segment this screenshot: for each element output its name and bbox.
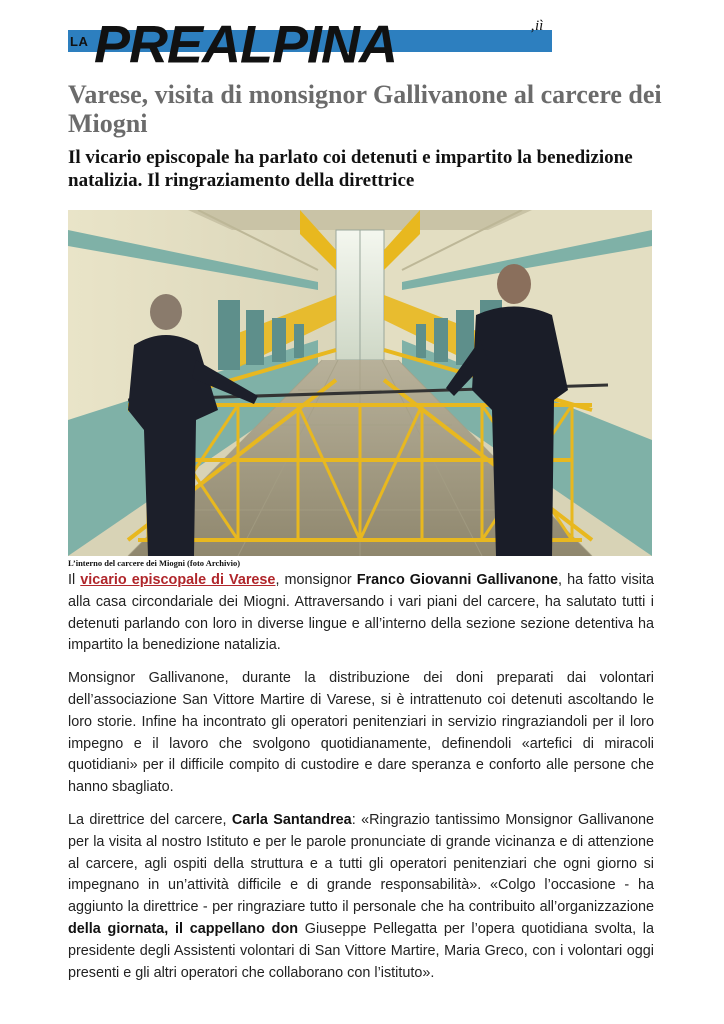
masthead-mark: ‚iì <box>530 18 544 34</box>
p1-text-a: Il <box>68 572 81 588</box>
paragraph-1 <box>68 570 654 657</box>
article-body <box>68 570 654 995</box>
photo-caption: L’interno del carcere dei Miogni (foto Archivio) <box>68 558 241 568</box>
masthead-prefix: LA <box>70 34 89 49</box>
p3-text-a: La direttrice del carcere, <box>68 811 232 828</box>
p3-text-b: : «Ringrazio tantissimo Monsignor Gallivanone per la visita al nostro Istituto e per le parole pronunciate di grande vicinanza e di attenzione al carcere, agli ospiti della struttura e a tutti gli operatori penitenziari che ogni giorno si impegnano in un’attività difficile e di grande responsabilità». «Colgo l’occasione - ha aggiunto la direttrice - per ringraziare tutto il personale che ha contribuito all’organizzazione <box>68 811 654 916</box>
paragraph-2: Monsignor Gallivanone, durante la distribuzione dei doni preparati dai volontari dell’associazione San Vittore Martire di Varese, si è intrattenuto coi detenuti ascoltando le loro storie. Infine ha incontrato gli operatori penitenziari in servizio ringraziandoli per il loro impegno e il lavoro che svolgono quotidianamente, definendoli «artefici di miracoli quotidiani» per il difficile compito di custodire e dare speranza e conforto alle persone che hanno sbagliato. <box>68 670 654 796</box>
article-title: Varese, visita di monsignor Gallivanone al carcere dei Miogni <box>68 80 662 138</box>
p1-text-c: , ha fatto visita alla casa circondariale dei Miogni. Attraversando i vari piani del carcere, ha salutato tutti i detenuti parlando con loro in diverse lingue e all’interno della sezione sezione detentiva ha impartito la benedizione natalizia. <box>68 572 654 654</box>
article-subtitle: Il vicario episcopale ha parlato coi detenuti e impartito la benedizione natalizia. Il ringraziamento della direttrice <box>68 147 633 191</box>
vicario-link[interactable]: vicario episcopale di Varese <box>80 572 276 588</box>
paragraph-3 <box>68 810 654 984</box>
masthead-name: PREALPINA <box>94 15 398 75</box>
article-photo <box>68 210 652 556</box>
p3-bold-name: Carla Santandrea <box>231 811 352 828</box>
masthead-logo[interactable] <box>68 14 558 75</box>
p3-text-c: Giuseppe Pellegatta per l’opera quotidiana svolta, la presidente degli Assistenti volontari di San Vittore Martire, Maria Greco, con i volontari oggi presenti e gli altri operatori che collaborano con l’istituto». <box>68 920 655 981</box>
p1-text-b: , monsignor <box>275 572 357 588</box>
prison-interior-illustration <box>68 210 652 556</box>
p1-bold-name: Franco Giovanni Gallivanone <box>356 572 559 588</box>
p3-bold-phrase: della giornata, il cappellano don <box>68 920 299 937</box>
